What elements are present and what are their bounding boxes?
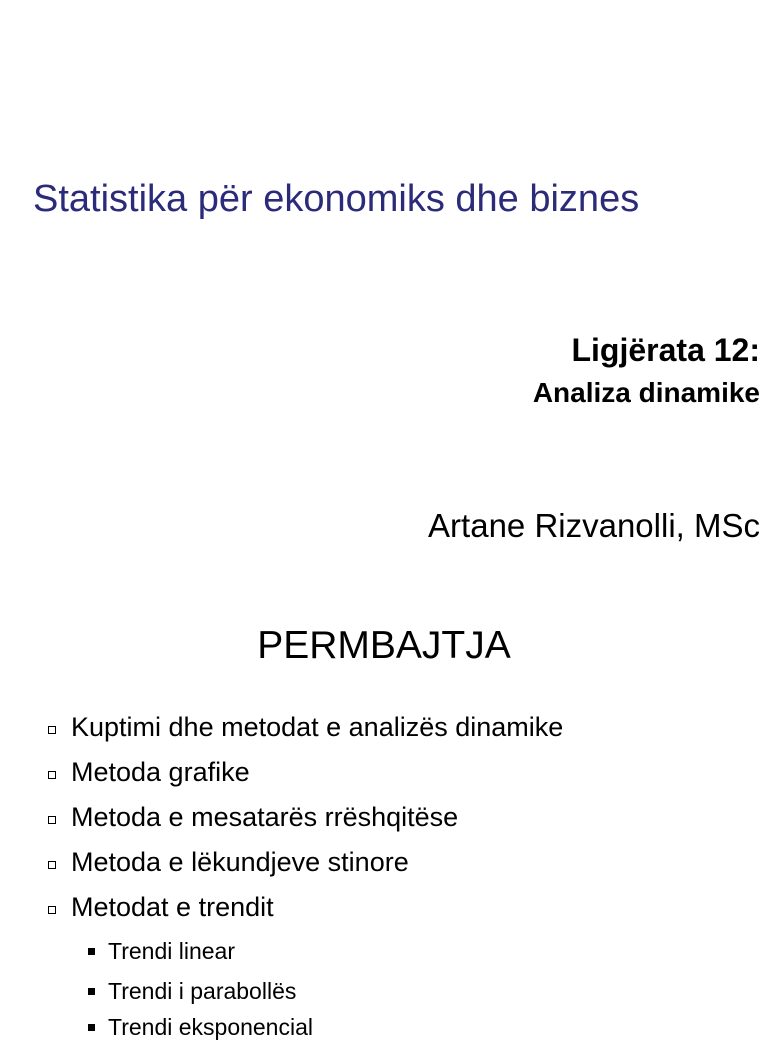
list-item-label: Metodat e trendit <box>71 892 274 922</box>
box-bullet-icon <box>48 861 56 869</box>
list-item <box>48 892 274 923</box>
square-bullet-icon <box>88 948 95 955</box>
list-item <box>48 757 250 788</box>
author-name: Artane Rizvanolli, MSc <box>428 507 760 544</box>
list-item-label: Metoda e lëkundjeve stinore <box>71 847 409 877</box>
box-bullet-icon <box>48 906 56 914</box>
box-bullet-icon <box>48 816 56 824</box>
list-item-label: Metoda grafike <box>71 757 250 787</box>
sub-list-item-label: Trendi eksponencial <box>108 1014 313 1040</box>
list-item <box>48 802 458 833</box>
document-title: Statistika për ekonomiks dhe biznes <box>33 178 640 220</box>
sub-list-item <box>88 978 296 1005</box>
list-item <box>48 712 563 743</box>
list-item <box>48 847 409 878</box>
list-item-label: Metoda e mesatarës rrëshqitëse <box>71 802 459 832</box>
sub-list-item-label: Trendi i parabollës <box>108 978 297 1004</box>
box-bullet-icon <box>48 726 56 734</box>
square-bullet-icon <box>88 1024 95 1031</box>
sub-list-item-label: Trendi linear <box>108 938 235 964</box>
square-bullet-icon <box>88 988 95 995</box>
list-item-label: Kuptimi dhe metodat e analizës dinamike <box>71 712 564 742</box>
lecture-subtitle: Analiza dinamike <box>532 377 760 408</box>
contents-heading-text: PERMBAJTJA <box>257 624 511 667</box>
lecture-number: Ligjërata 12: <box>571 332 760 368</box>
sub-list-item <box>88 938 235 965</box>
sub-list-item <box>88 1014 313 1041</box>
box-bullet-icon <box>48 771 56 779</box>
